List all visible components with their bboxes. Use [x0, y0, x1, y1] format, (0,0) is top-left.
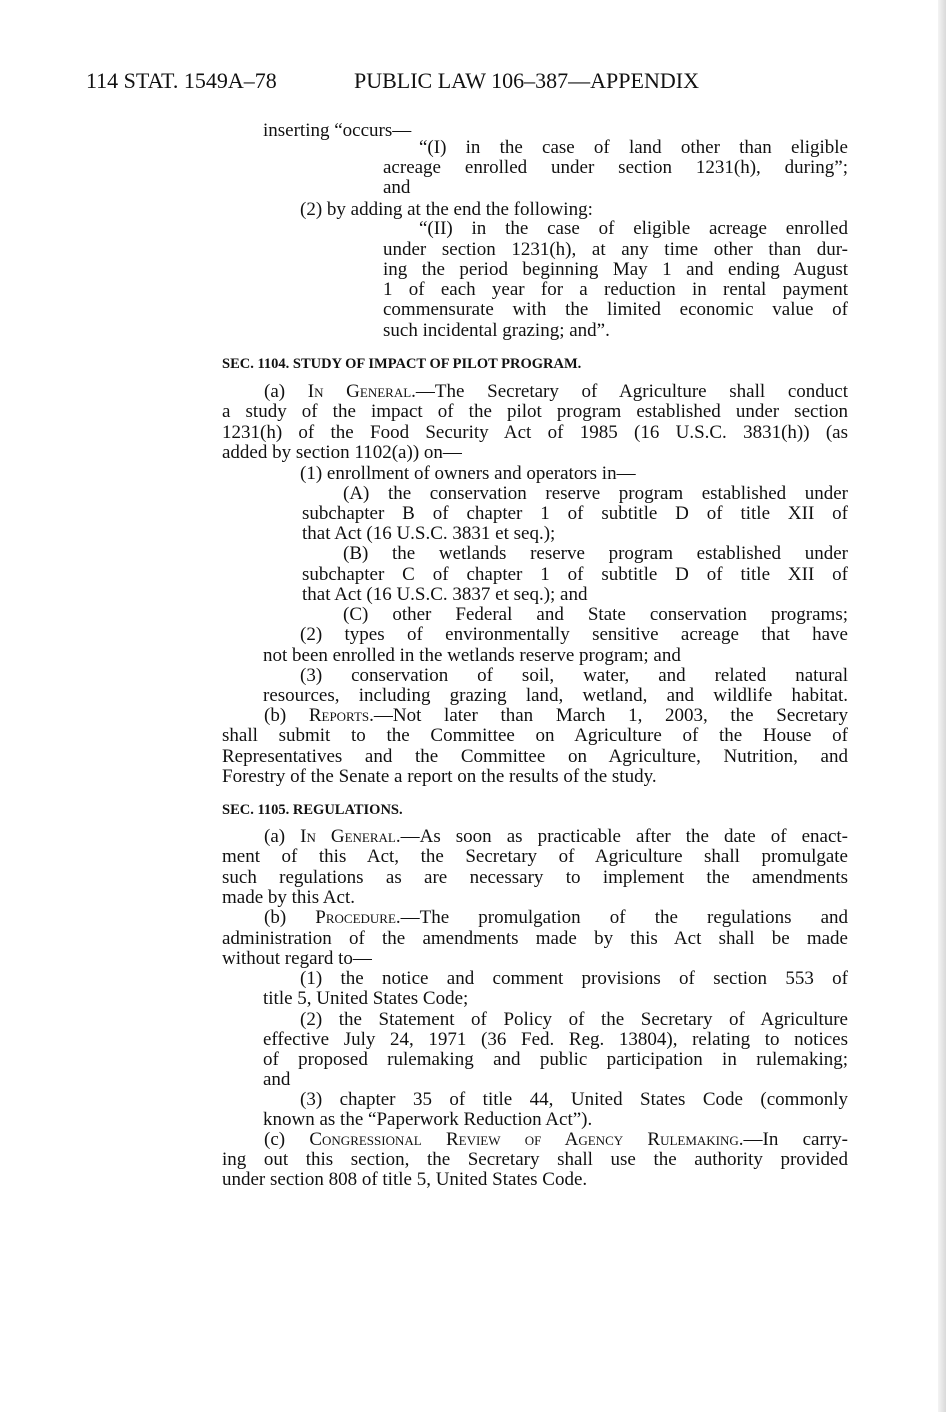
text-line: (1) the notice and comment provisions of section 553 of [300, 968, 848, 989]
text-line: shall submit to the Committee on Agriculture of the House of [222, 725, 848, 746]
text-line: not been enrolled in the wetlands reserve program; and [263, 645, 681, 666]
text-line: resources, including grazing land, wetland, and wildlife habitat. [263, 685, 848, 706]
text-line: commensurate with the limited economic value of [383, 299, 848, 320]
text-line: (b) Procedure.—The promulgation of the regulations and [264, 907, 849, 928]
text-line: and [263, 1069, 291, 1090]
text-line: without regard to— [222, 948, 372, 969]
text-line: that Act (16 U.S.C. 3831 et seq.); [302, 523, 556, 544]
text-line: (a) In General.—As soon as practicable after the date of enact- [264, 826, 848, 847]
text-line: a study of the impact of the pilot program established under section [222, 401, 848, 422]
text-line: subchapter B of chapter 1 of subtitle D of title XII of [302, 503, 848, 524]
text-line: (3) chapter 35 of title 44, United States Code (commonly [300, 1089, 848, 1110]
text-line: (C) other Federal and State conservation programs; [343, 604, 848, 625]
text-line: “(I) in the case of land other than eligible [419, 137, 848, 158]
subsection-heading: Congressional Review of Agency Rulemaking [309, 1129, 739, 1150]
text-line: and [383, 177, 411, 198]
text-line: (a) In General.—The Secretary of Agriculture shall conduct [264, 381, 848, 402]
text-line: ment of this Act, the Secretary of Agriculture shall promulgate [222, 846, 848, 867]
text-line: under section 1231(h), at any time other than dur- [383, 239, 848, 260]
text-line: such regulations as are necessary to implement the amendments [222, 867, 848, 888]
text-line: (A) the conservation reserve program established under [343, 483, 848, 504]
text-line: that Act (16 U.S.C. 3837 et seq.); and [302, 584, 588, 605]
text-line: acreage enrolled under section 1231(h), during”; [383, 157, 848, 178]
text-line: (2) the Statement of Policy of the Secretary of Agriculture [300, 1009, 848, 1030]
statute-citation: 114 STAT. 1549A–78 [86, 68, 277, 93]
text-line: (1) enrollment of owners and operators in— [300, 463, 636, 484]
text-line: 1 of each year for a reduction in rental payment [383, 279, 848, 300]
text-line: (2) types of environmentally sensitive acreage that have [300, 624, 848, 645]
text-line: added by section 1102(a)) on— [222, 442, 462, 463]
text-line: inserting “occurs— [263, 120, 412, 141]
section-heading-1104: SEC. 1104. STUDY OF IMPACT OF PILOT PROGRAM. [222, 356, 582, 372]
text-line: known as the “Paperwork Reduction Act”). [263, 1109, 593, 1130]
text-line: of proposed rulemaking and public participation in rulemaking; [263, 1049, 848, 1070]
public-law-title: PUBLIC LAW 106–387—APPENDIX [354, 68, 699, 93]
subsection-heading: Reports [308, 705, 370, 726]
subsection-heading: Procedure [315, 907, 396, 928]
text-line: (3) conservation of soil, water, and related natural [300, 665, 848, 686]
text-line: (b) Reports.—Not later than March 1, 2003, the Secretary [264, 705, 849, 726]
page-edge-shadow [938, 0, 946, 1412]
subsection-heading: In General [300, 826, 396, 847]
text-line: subchapter C of chapter 1 of subtitle D of title XII of [302, 564, 848, 585]
text-line: administration of the amendments made by this Act shall be made [222, 928, 848, 949]
section-heading-1105: SEC. 1105. REGULATIONS. [222, 802, 403, 818]
text-line: Representatives and the Committee on Agriculture, Nutrition, and [222, 746, 848, 767]
text-line: (2) by adding at the end the following: [300, 199, 593, 220]
text-line: “(II) in the case of eligible acreage enrolled [419, 218, 848, 239]
page-header [86, 68, 699, 94]
text-line: under section 808 of title 5, United States Code. [222, 1169, 588, 1190]
text-line: title 5, United States Code; [263, 988, 469, 1009]
text-line: ing the period beginning May 1 and ending August [383, 259, 848, 280]
subsection-heading: In General [307, 381, 412, 402]
text-line: made by this Act. [222, 887, 355, 908]
text-line: such incidental grazing; and”. [383, 320, 610, 341]
text-line: (c) Congressional Review of Agency Rulemaking.—In carry- [264, 1129, 848, 1150]
text-line: 1231(h) of the Food Security Act of 1985 (16 U.S.C. 3831(h)) (as [222, 422, 848, 443]
text-line: ing out this section, the Secretary shall use the authority provided [222, 1149, 848, 1170]
text-line: (B) the wetlands reserve program established under [343, 543, 848, 564]
text-line: Forestry of the Senate a report on the results of the study. [222, 766, 657, 787]
text-line: effective July 24, 1971 (36 Fed. Reg. 13804), relating to notices [263, 1029, 848, 1050]
